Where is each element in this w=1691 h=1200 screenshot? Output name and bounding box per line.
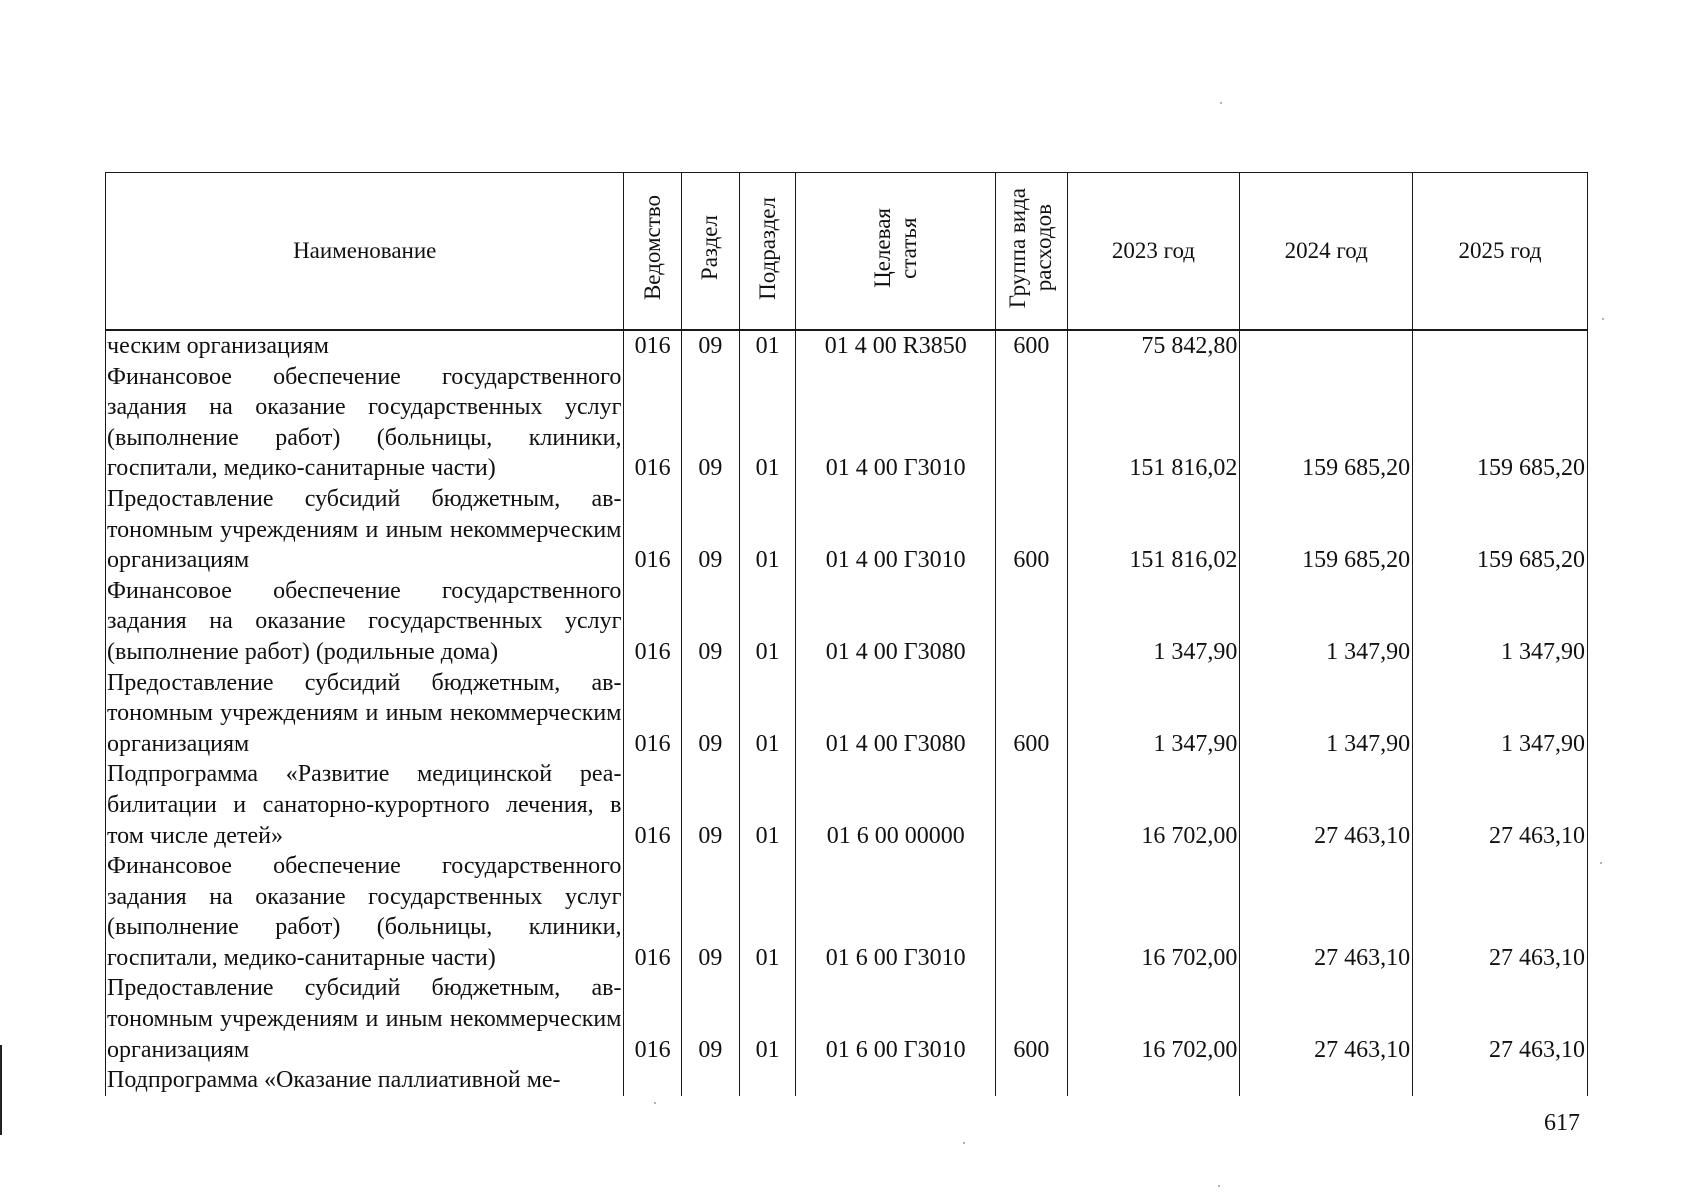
table-row	[106, 576, 1588, 668]
row-razdel: 09	[681, 759, 739, 851]
table-body	[106, 330, 1588, 1096]
header-vedomstvo: Ведомство	[624, 173, 681, 331]
scan-speck	[1220, 102, 1222, 104]
row-celevaya-statya: 01 4 00 Г3080	[796, 576, 996, 668]
row-amount-2023: 75 842,80	[1067, 330, 1240, 362]
row-amount-2025: 1 347,90	[1413, 668, 1588, 760]
row-name: Финансовое обеспечение государственного задания на оказание государственных услуг (выполнение работ) (больницы, клиники, госпитали, медико-санитарные части)	[106, 362, 624, 484]
row-celevaya-statya: 01 4 00 Г3080	[796, 668, 996, 760]
table-row	[106, 1065, 1588, 1096]
scan-speck	[1218, 1185, 1220, 1187]
row-gruppa	[996, 362, 1067, 484]
row-podrazdel: 01	[739, 668, 795, 760]
row-vedomstvo: 016	[624, 668, 681, 760]
table-row	[106, 330, 1588, 362]
row-vedomstvo	[624, 1065, 681, 1096]
row-celevaya-statya: 01 4 00 R3850	[796, 330, 996, 362]
row-name: Финансовое обеспечение государственного задания на оказание государственных услуг (выполнение работ) (родильные дома)	[106, 576, 624, 668]
row-razdel: 09	[681, 330, 739, 362]
row-amount-2023: 1 347,90	[1067, 576, 1240, 668]
row-celevaya-statya: 01 6 00 00000	[796, 759, 996, 851]
header-year-2025: 2025 год	[1413, 173, 1588, 331]
row-amount-2023	[1067, 1065, 1240, 1096]
row-amount-2024: 27 463,10	[1240, 973, 1413, 1065]
row-celevaya-statya	[796, 1065, 996, 1096]
row-razdel	[681, 1065, 739, 1096]
row-name: Предоставление субсидий бюджетным, автономным учреждениям и иным некоммерческим организациям	[106, 484, 624, 576]
row-amount-2024: 1 347,90	[1240, 576, 1413, 668]
row-amount-2024: 1 347,90	[1240, 668, 1413, 760]
table-row	[106, 668, 1588, 760]
row-gruppa	[996, 1065, 1067, 1096]
row-name: Предоставление субсидий бюджетным, автономным учреждениям и иным некоммерческим организациям	[106, 973, 624, 1065]
row-celevaya-statya: 01 6 00 Г3010	[796, 973, 996, 1065]
row-razdel: 09	[681, 362, 739, 484]
row-gruppa	[996, 759, 1067, 851]
row-amount-2024: 159 685,20	[1240, 362, 1413, 484]
page-number: 617	[1544, 1110, 1580, 1136]
row-amount-2025	[1413, 330, 1588, 362]
row-vedomstvo: 016	[624, 484, 681, 576]
row-razdel: 09	[681, 668, 739, 760]
header-name: Наименование	[106, 173, 624, 331]
row-amount-2024: 27 463,10	[1240, 759, 1413, 851]
row-amount-2025: 27 463,10	[1413, 973, 1588, 1065]
row-podrazdel: 01	[739, 484, 795, 576]
header-gruppa-vida-rashodov: Группа вида расходов	[996, 173, 1067, 331]
row-amount-2023: 1 347,90	[1067, 668, 1240, 760]
row-amount-2023: 151 816,02	[1067, 484, 1240, 576]
table-header	[106, 173, 1588, 331]
header-razdel: Раздел	[681, 173, 739, 331]
row-gruppa	[996, 851, 1067, 973]
row-amount-2023: 16 702,00	[1067, 973, 1240, 1065]
row-gruppa: 600	[996, 973, 1067, 1065]
row-razdel: 09	[681, 973, 739, 1065]
table-row	[106, 484, 1588, 576]
row-amount-2024	[1240, 1065, 1413, 1096]
row-name: ческим организациям	[106, 330, 624, 362]
table-row	[106, 362, 1588, 484]
row-name: Финансовое обеспечение государственного задания на оказание государственных услуг (выполнение работ) (больницы, клиники, госпитали, медико-санитарные части)	[106, 851, 624, 973]
scan-edge-mark	[0, 1045, 2, 1135]
header-year-2024: 2024 год	[1240, 173, 1413, 331]
row-vedomstvo: 016	[624, 576, 681, 668]
row-amount-2025: 27 463,10	[1413, 759, 1588, 851]
row-gruppa: 600	[996, 484, 1067, 576]
row-podrazdel: 01	[739, 362, 795, 484]
table-row	[106, 851, 1588, 973]
row-razdel: 09	[681, 576, 739, 668]
row-gruppa: 600	[996, 668, 1067, 760]
row-podrazdel: 01	[739, 576, 795, 668]
header-celevaya-statya: Целевая статья	[796, 173, 996, 331]
scan-speck	[963, 1142, 965, 1144]
row-amount-2023: 16 702,00	[1067, 759, 1240, 851]
row-podrazdel: 01	[739, 759, 795, 851]
table-row	[106, 759, 1588, 851]
row-vedomstvo: 016	[624, 362, 681, 484]
scan-speck	[1602, 318, 1604, 320]
scan-speck	[1600, 862, 1602, 864]
row-name: Подпрограмма «Оказание паллиативной ме-	[106, 1065, 624, 1096]
row-celevaya-statya: 01 6 00 Г3010	[796, 851, 996, 973]
row-vedomstvo: 016	[624, 759, 681, 851]
row-vedomstvo: 016	[624, 973, 681, 1065]
row-amount-2023: 151 816,02	[1067, 362, 1240, 484]
scan-speck	[654, 1102, 656, 1104]
row-podrazdel: 01	[739, 973, 795, 1065]
row-celevaya-statya: 01 4 00 Г3010	[796, 362, 996, 484]
row-podrazdel: 01	[739, 330, 795, 362]
row-gruppa: 600	[996, 330, 1067, 362]
row-vedomstvo: 016	[624, 851, 681, 973]
row-gruppa	[996, 576, 1067, 668]
row-amount-2025: 27 463,10	[1413, 851, 1588, 973]
table-row	[106, 973, 1588, 1065]
row-name: Предоставление субсидий бюджетным, автономным учреждениям и иным некоммерческим организациям	[106, 668, 624, 760]
row-razdel: 09	[681, 484, 739, 576]
row-amount-2023: 16 702,00	[1067, 851, 1240, 973]
row-amount-2025: 159 685,20	[1413, 362, 1588, 484]
row-amount-2024: 159 685,20	[1240, 484, 1413, 576]
row-amount-2025	[1413, 1065, 1588, 1096]
row-amount-2024: 27 463,10	[1240, 851, 1413, 973]
header-year-2023: 2023 год	[1067, 173, 1240, 331]
row-amount-2024	[1240, 330, 1413, 362]
row-razdel: 09	[681, 851, 739, 973]
header-podrazdel: Подраздел	[739, 173, 795, 331]
row-celevaya-statya: 01 4 00 Г3010	[796, 484, 996, 576]
row-podrazdel	[739, 1065, 795, 1096]
budget-table	[105, 172, 1588, 1096]
row-vedomstvo: 016	[624, 330, 681, 362]
row-amount-2025: 1 347,90	[1413, 576, 1588, 668]
row-podrazdel: 01	[739, 851, 795, 973]
row-amount-2025: 159 685,20	[1413, 484, 1588, 576]
row-name: Подпрограмма «Развитие медицинской реабилитации и санаторно-курортного лечения, в том числе детей»	[106, 759, 624, 851]
